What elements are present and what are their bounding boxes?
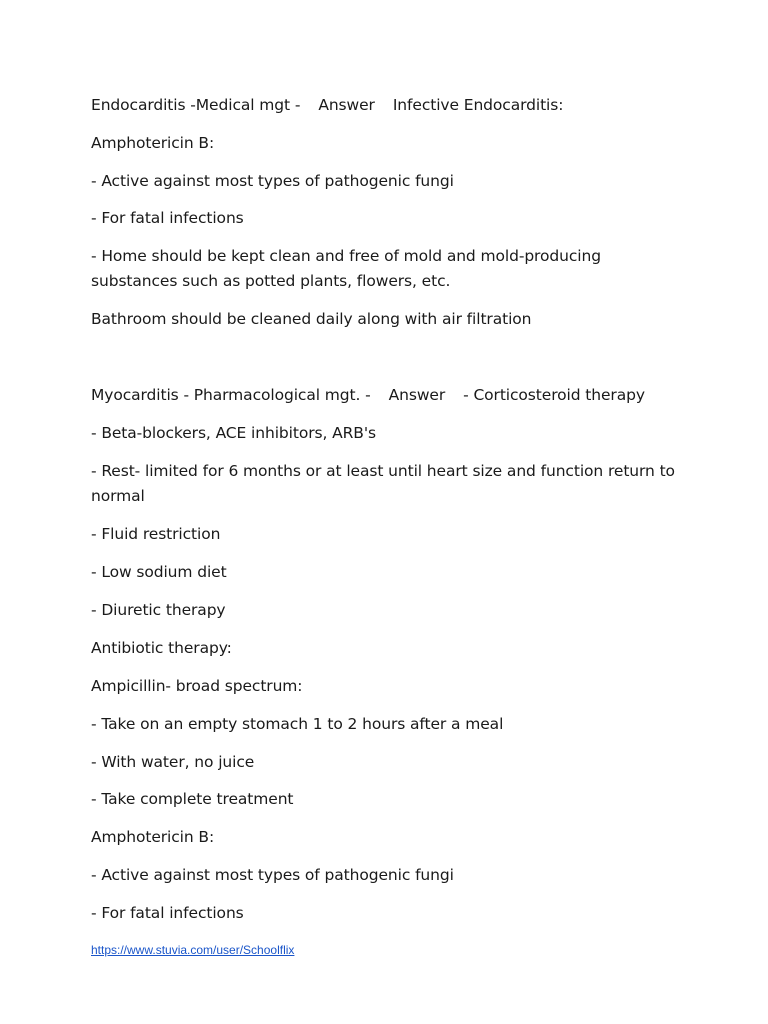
- bullet-point: - Take complete treatment: [91, 790, 294, 808]
- bullet-point: - Diuretic therapy: [91, 601, 226, 619]
- bullet-point: - Rest- limited for 6 months or at least until heart size and function return to normal: [91, 462, 675, 505]
- bullet-point: - Active against most types of pathogenic fungi: [91, 172, 454, 190]
- endocarditis-heading: [91, 93, 691, 118]
- bullet-point: - Take on an empty stomach 1 to 2 hours after a meal: [91, 715, 504, 733]
- bullet-point: - Home should be kept clean and free of mold and mold-producing substances such as potted plants, flowers, etc.: [91, 247, 601, 290]
- drug-name: Ampicillin- broad spectrum:: [91, 677, 303, 695]
- source-link[interactable]: https://www.stuvia.com/user/Schoolflix: [91, 943, 295, 957]
- bullet-point: - Fluid restriction: [91, 525, 221, 543]
- bullet-point: - Beta-blockers, ACE inhibitors, ARB's: [91, 424, 376, 442]
- answer-text: - Corticosteroid therapy: [463, 386, 645, 404]
- drug-name: Amphotericin B:: [91, 134, 215, 152]
- drug-name: Amphotericin B:: [91, 828, 215, 846]
- question-text: Myocarditis - Pharmacological mgt. -: [91, 386, 371, 404]
- answer-label: Answer: [388, 386, 446, 404]
- bullet-point: - For fatal infections: [91, 209, 244, 227]
- bullet-point: - For fatal infections: [91, 904, 244, 922]
- myocarditis-heading: [91, 383, 691, 408]
- answer-label: Answer: [318, 96, 375, 114]
- note-text: Bathroom should be cleaned daily along with air filtration: [91, 310, 532, 328]
- bullet-point: - Active against most types of pathogenic fungi: [91, 866, 454, 884]
- subheading: Antibiotic therapy:: [91, 639, 232, 657]
- bullet-point: - Low sodium diet: [91, 563, 227, 581]
- answer-text: Infective Endocarditis:: [392, 96, 564, 114]
- bullet-point: - With water, no juice: [91, 753, 255, 771]
- question-text: Endocarditis -Medical mgt -: [91, 96, 301, 114]
